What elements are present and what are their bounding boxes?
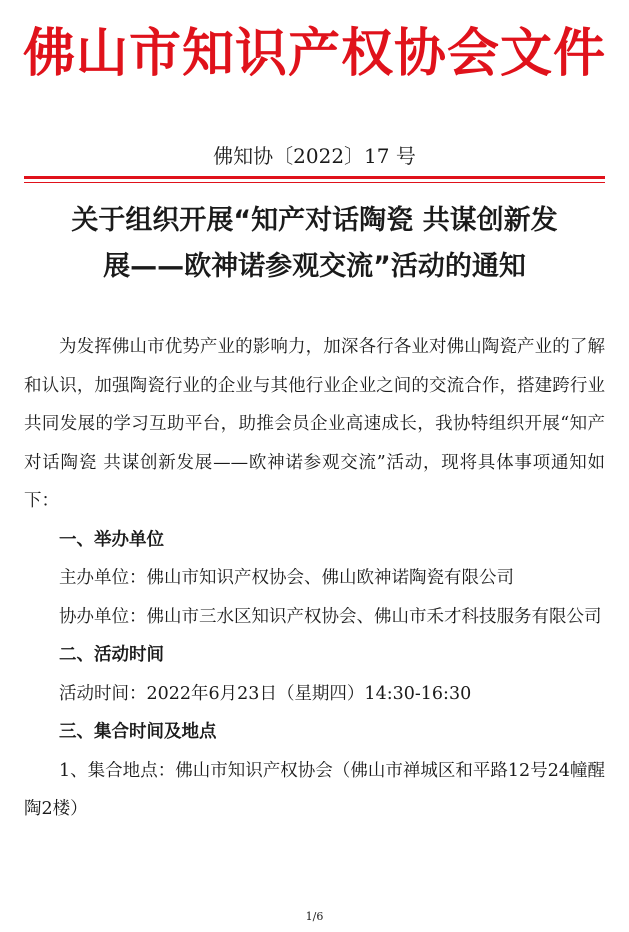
notice-title bbox=[24, 198, 605, 290]
activity-time: 活动时间：2022年6月23日（星期四）14:30-16:30 bbox=[59, 683, 472, 704]
document-number: 佛知协〔2022〕17 号 bbox=[213, 144, 416, 168]
masthead: 佛山市知识产权协会文件 bbox=[22, 23, 606, 84]
co-host-organizer: 协办单位：佛山市三水区知识产权协会、佛山市禾才科技服务有限公司 bbox=[59, 606, 602, 627]
venue-item-1: 1、集合地点：佛山市知识产权协会（佛山市禅城区和平路12号24幢醒陶2楼） bbox=[24, 760, 605, 819]
section-heading-venue: 三、集合时间及地点 bbox=[59, 722, 217, 742]
intro-paragraph: 为发挥佛山市优势产业的影响力，加深各行各业对佛山陶瓷产业的了解和认识，加强陶瓷行业的企业与其他行业企业之间的交流合作，搭建跨行业共同发展的学习互助平台，助推会员企业高速成长，我协特组织开展“知产对话陶瓷 共谋创新发展——欧神诺参观交流”活动，现将具体事项通知如下： bbox=[24, 337, 605, 511]
red-rule-thick bbox=[24, 176, 605, 179]
section-heading-organizer: 一、举办单位 bbox=[59, 529, 164, 550]
document-body bbox=[24, 328, 605, 829]
section-heading-time: 二、活动时间 bbox=[59, 645, 164, 665]
notice-title-line-1: 关于组织开展“知产对话陶瓷 共谋创新发 bbox=[71, 205, 558, 236]
notice-title-line-2: 展——欧神诺参观交流”活动的通知 bbox=[103, 251, 526, 282]
page-number: 1/6 bbox=[305, 910, 324, 923]
red-rule-thin bbox=[24, 182, 605, 183]
host-organizer: 主办单位：佛山市知识产权协会、佛山欧神诺陶瓷有限公司 bbox=[59, 568, 514, 588]
